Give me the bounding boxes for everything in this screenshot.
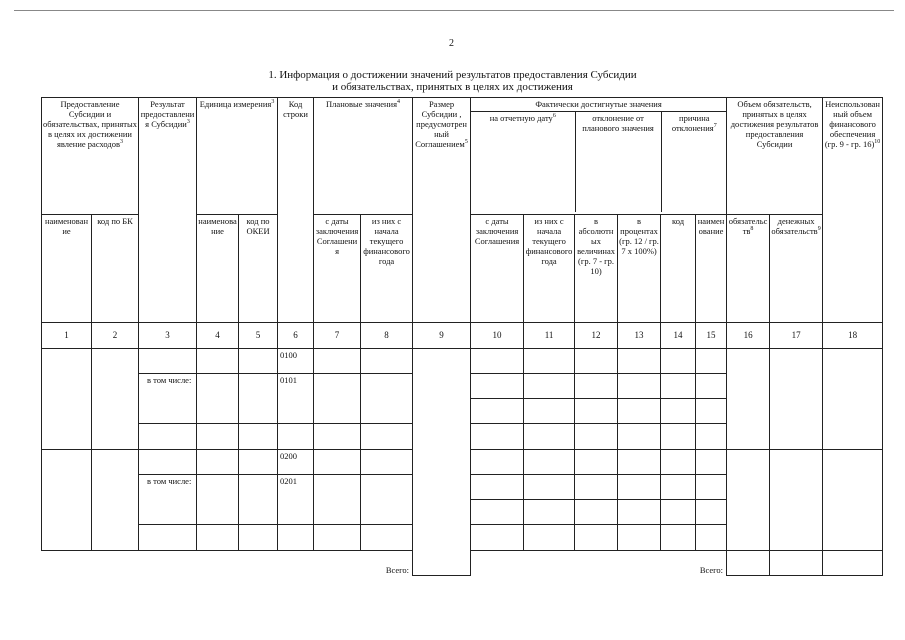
colnum-9: 9 xyxy=(413,323,471,348)
money-obligations-cell xyxy=(770,348,823,449)
title-line-2: и обязательствах, принятых в целях их достижения xyxy=(332,81,573,93)
table-row xyxy=(42,348,883,373)
header-planned: Плановые значения$^4$ xyxy=(314,98,413,215)
sub-money-obligations: денежных обязательств$^9$ xyxy=(770,215,823,323)
subsidy-size-cell xyxy=(413,348,471,575)
header-actual xyxy=(471,98,727,215)
sub-plan-since-date: с даты заключения Соглашения xyxy=(314,215,361,323)
page-number: 2 xyxy=(449,38,454,49)
colnum-11: 11 xyxy=(524,323,575,348)
sub-name: наименование xyxy=(42,215,92,323)
title-line-1: 1. Информация о достижении значений результатов предоставления Субсидии xyxy=(268,69,637,81)
colnum-14: 14 xyxy=(661,323,696,348)
header-subsidy-size: Размер Субсидии , предусмотренный Соглашением$^5$ xyxy=(413,98,471,323)
colnum-16: 16 xyxy=(727,323,770,348)
header-grant: Предоставление Субсидии и обязательствах, принятых в целях их достижении явление расходов$^3$ xyxy=(42,98,139,215)
grant-bk-cell xyxy=(92,348,139,449)
sub-reason-code: код xyxy=(661,215,696,323)
unused-cell xyxy=(823,348,883,449)
sub-plan-since-year: из них с начала текущего финансового года xyxy=(361,215,413,323)
colnum-4: 4 xyxy=(197,323,239,348)
total-money-obligations xyxy=(770,550,823,575)
row-code-0201: 0201 xyxy=(278,474,314,525)
total-label-1: Всего: xyxy=(42,550,413,575)
obligations-cell-2 xyxy=(727,449,770,550)
header-actual-sub xyxy=(471,112,727,212)
column-number-row xyxy=(42,323,883,348)
unused-cell-2 xyxy=(823,449,883,550)
in-that-number-label: в том числе: xyxy=(139,373,197,424)
row-code-0200: 0200 xyxy=(278,449,314,474)
sub-dev-absolute: в абсолютных величинах (гр. 7 - гр. 10) xyxy=(575,215,618,323)
sub-fact-since-date: с даты заключения Соглашения xyxy=(471,215,524,323)
sub-dev-percent: в процентах (гр. 12 / гр. 7 x 100%) xyxy=(618,215,661,323)
header-deviation: отклонение от планового значения xyxy=(575,112,661,212)
colnum-8: 8 xyxy=(361,323,413,348)
money-obligations-cell-2 xyxy=(770,449,823,550)
header-row-1 xyxy=(42,98,883,215)
grant-name-cell-2 xyxy=(42,449,92,550)
row-code-0100: 0100 xyxy=(278,348,314,373)
header-unit: Единица измерения$^3$ xyxy=(197,98,278,215)
colnum-10: 10 xyxy=(471,323,524,348)
report-table xyxy=(41,97,883,576)
total-label-2: Всего: xyxy=(471,550,727,575)
header-reason: причина отклонения$^7$ xyxy=(671,113,717,133)
total-obligations xyxy=(727,550,770,575)
colnum-13: 13 xyxy=(618,323,661,348)
colnum-2: 2 xyxy=(92,323,139,348)
colnum-1: 1 xyxy=(42,323,92,348)
sub-obligations: обязательств$^8$ xyxy=(727,215,770,323)
section-title xyxy=(0,69,905,93)
colnum-7: 7 xyxy=(314,323,361,348)
header-row-code: Код строки xyxy=(278,98,314,323)
sub-code-bk: код по БК xyxy=(92,215,139,323)
sub-okei: код по ОКЕИ xyxy=(239,215,278,323)
sub-reason-name: наименование xyxy=(696,215,727,323)
header-result: Результат предоставления Субсидии$^3$ xyxy=(139,98,197,323)
header-reporting-date: на отчетную дату$^6$ xyxy=(471,112,575,212)
obligations-cell xyxy=(727,348,770,449)
sub-unit-name: наименование xyxy=(197,215,239,323)
top-rule xyxy=(14,10,894,11)
grant-bk-cell-2 xyxy=(92,449,139,550)
colnum-17: 17 xyxy=(770,323,823,348)
colnum-5: 5 xyxy=(239,323,278,348)
in-that-number-label-2: в том числе: xyxy=(139,474,197,525)
colnum-6: 6 xyxy=(278,323,314,348)
colnum-18: 18 xyxy=(823,323,883,348)
total-unused xyxy=(823,550,883,575)
colnum-15: 15 xyxy=(696,323,727,348)
row-code-0101: 0101 xyxy=(278,373,314,424)
sub-fact-since-year: из них с начала текущего финансового года xyxy=(524,215,575,323)
header-obligations: Объем обязательств, принятых в целях достижения результатов предоставления Субсидии xyxy=(727,98,823,215)
header-actual-title: Фактически достигнутые значения xyxy=(471,98,726,112)
colnum-12: 12 xyxy=(575,323,618,348)
grant-name-cell xyxy=(42,348,92,449)
header-unused: Неиспользованный объем финансового обеспечения (гр. 9 - гр. 16)$^{10}$ xyxy=(823,98,883,323)
colnum-3: 3 xyxy=(139,323,197,348)
